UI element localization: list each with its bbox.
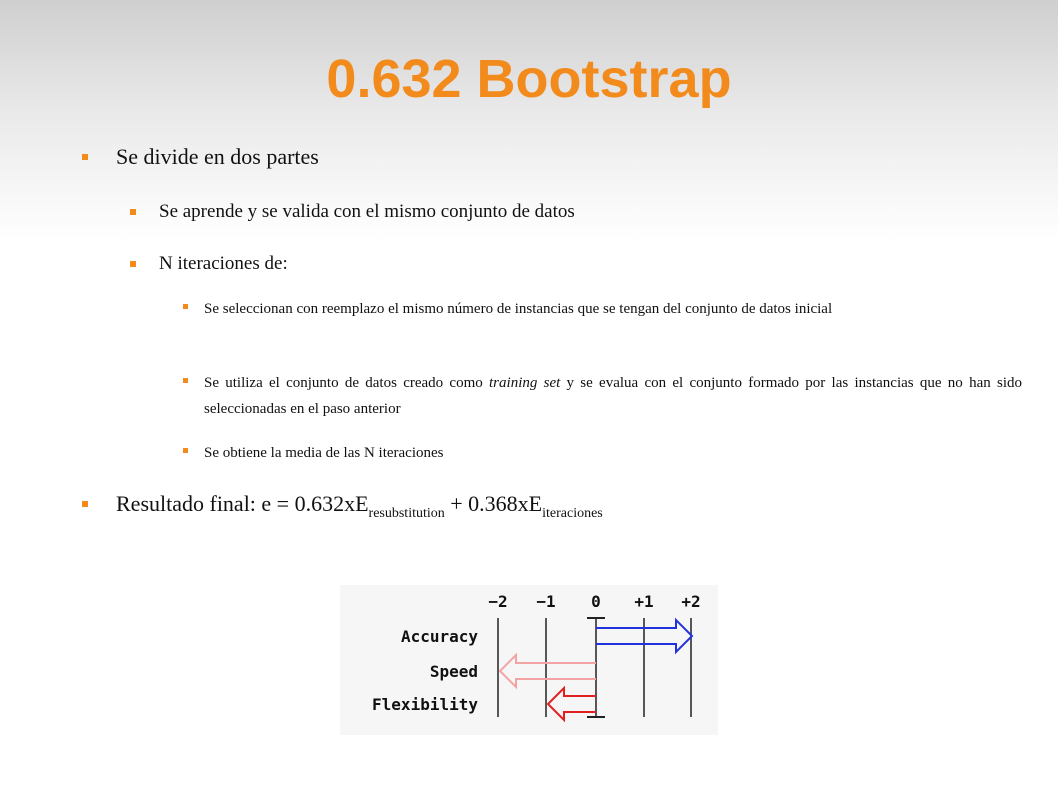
axis-label: 0 (591, 592, 601, 611)
text-run: y se evalua con el conjunto formado por las instancias que no han sido seleccionadas en el paso anterior (204, 375, 1022, 417)
bullet-text: Se obtiene la media de las N iteraciones (204, 445, 444, 461)
arrow-speed (500, 655, 596, 687)
axis-label: −2 (488, 592, 508, 611)
arrow-flexibility (548, 688, 596, 720)
axis-label: −1 (536, 592, 556, 611)
formula-subscript: iteraciones (542, 506, 603, 521)
bullet-text (204, 370, 1022, 422)
formula-prefix: Resultado final: e = 0.632xE (116, 491, 369, 516)
text-run: Se utiliza el conjunto de datos creado como (204, 375, 490, 391)
bullet-text: N iteraciones de: (159, 253, 288, 274)
bullet-marker (183, 448, 188, 453)
bullet-item-use (183, 370, 1022, 422)
row-label: Flexibility (372, 695, 478, 714)
bullet-marker (183, 378, 188, 383)
bullet-text: Se divide en dos partes (116, 144, 319, 169)
bullet-item-select (183, 296, 1022, 322)
bullet-item-iterations (130, 252, 288, 276)
formula-text (116, 490, 603, 528)
bullet-item-divide (82, 143, 319, 171)
bullet-text: Se aprende y se valida con el mismo conjunto de datos (159, 201, 575, 222)
tradeoff-figure (340, 585, 718, 735)
bullet-text: Se seleccionan con reemplazo el mismo número de instancias que se tengan del conjunto de datos inicial (204, 301, 833, 317)
axis-label: +2 (681, 592, 701, 611)
tradeoff-diagram (340, 585, 718, 735)
slide-title: 0.632 Bootstrap (326, 49, 732, 109)
emphasis-text: training set (489, 375, 561, 391)
axis-label: +1 (634, 592, 654, 611)
row-label: Speed (429, 662, 478, 681)
bullet-item-formula (82, 490, 603, 528)
bullet-marker (130, 261, 136, 267)
bullet-marker (183, 304, 188, 309)
bullet-marker (130, 209, 136, 215)
formula-subscript: resubstitution (368, 506, 445, 521)
formula-middle: + 0.368xE (444, 491, 543, 516)
bullet-marker (82, 501, 88, 507)
bullet-item-learn (130, 200, 575, 224)
bullet-marker (82, 154, 88, 160)
row-label: Accuracy (400, 627, 478, 646)
bullet-item-mean (183, 440, 1022, 466)
